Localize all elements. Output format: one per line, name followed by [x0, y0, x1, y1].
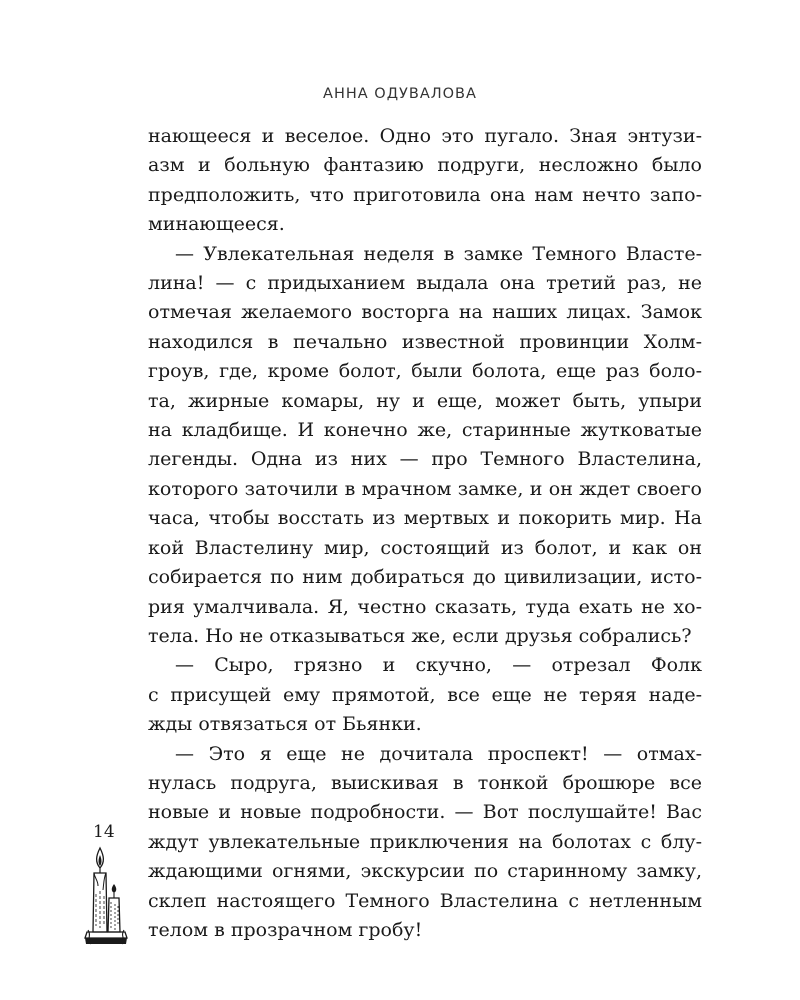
- text-line: которого заточили в мрачном замке, и он ждет своего: [148, 477, 702, 500]
- text-line: находился в печально известной провинции Холм-: [148, 330, 702, 353]
- text-line: часа, чтобы восстать из мертвых и покорить мир. На: [148, 507, 702, 530]
- text-line: минающееся.: [148, 213, 285, 236]
- text-line: легенды. Одна из них — про Темного Властелина,: [148, 448, 702, 471]
- text-line: телом в прозрачном гробу!: [148, 918, 423, 941]
- text-line: нающееся и веселое. Одно это пугало. Зная энтузи-: [148, 125, 702, 147]
- text-line: жды отвязаться от Бьянки.: [148, 713, 422, 736]
- text-line: тела. Но не отказываться же, если друзья собрались?: [148, 624, 692, 647]
- text-line: склеп настоящего Темного Властелина с нетленным: [148, 889, 702, 912]
- text-line: гроув, где, кроме болот, были болота, еще раз боло-: [148, 360, 702, 383]
- text-line: азм и больную фантазию подруги, несложно было: [148, 154, 702, 177]
- text-line: рия умалчивала. Я, честно сказать, туда ехать не хо-: [148, 595, 702, 618]
- text-line: с присущей ему прямотой, все еще не теряя наде-: [148, 683, 702, 706]
- text-line: — Увлекательная неделя в замке Темного Власте-: [175, 242, 702, 265]
- text-line: предположить, что приготовила она нам нечто запо-: [148, 183, 702, 206]
- text-line: отмечая желаемого восторга на наших лицах. Замок: [148, 301, 702, 324]
- text-line: та, жирные комары, ну и еще, может быть, упыри: [148, 389, 702, 412]
- text-line: — Сыро, грязно и скучно, — отрезал Фолк: [175, 654, 702, 677]
- text-line: на кладбище. И конечно же, старинные жутковатые: [148, 419, 702, 442]
- text-line: лина! — с придыханием выдала она третий раз, не: [148, 272, 702, 295]
- text-line: ждут увлекательные приключения на болотах с блу-: [148, 830, 702, 853]
- text-line: — Это я еще не дочитала проспект! — отмах-: [175, 742, 702, 765]
- text-line: нулась подруга, выискивая в тонкой брошюре все: [148, 771, 702, 794]
- candle-ornament-icon: [82, 846, 130, 946]
- text-line: новые и новые подробности. — Вот послушайте! Вас: [148, 801, 702, 824]
- running-head-author: АННА ОДУВАЛОВА: [323, 86, 477, 102]
- text-line: кой Властелину мир, состоящий из болот, и как он: [148, 536, 702, 559]
- page-body-text: [148, 122, 702, 945]
- page-number: 14: [93, 822, 115, 842]
- text-line: ждающими огнями, экскурсии по старинному замку,: [148, 860, 702, 883]
- text-line: собирается по ним добираться до цивилизации, исто-: [148, 566, 702, 589]
